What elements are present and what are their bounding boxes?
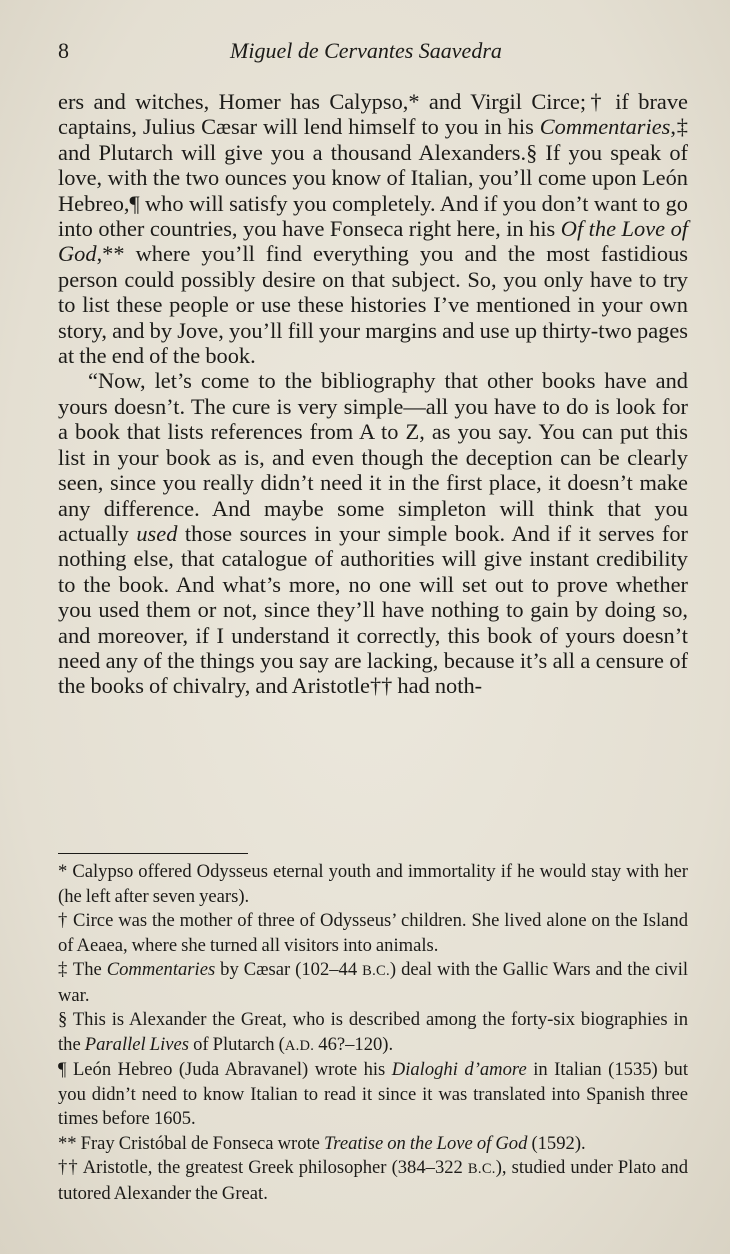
page-header bbox=[58, 38, 658, 68]
footnote-text: León Hebreo (Juda Abravanel) wrote his bbox=[66, 1059, 392, 1080]
footnote-mark: † bbox=[58, 910, 69, 931]
footnote-mark: †† bbox=[58, 1157, 79, 1178]
footnote-text: Calypso offered Odysseus eternal youth and immortality if he would stay with her (he left after seven years). bbox=[58, 861, 688, 907]
page-number: 8 bbox=[58, 38, 69, 63]
paragraph-1-italic-2: Of the Love of God bbox=[58, 216, 688, 267]
paragraph-2-text-1: “Now, let’s come to the bibliography that other books have and yours doesn’t. The cure is very simple—all you have to do is look for a book that lists references from A to Z, as you say. You can put this list in your book as is, and even though the deception can be clearly seen, since you really didn’t need it in the first place, it doesn’t make any difference. And maybe some simpleton will think that you actually bbox=[58, 368, 688, 546]
footnote-fonseca bbox=[58, 1132, 688, 1157]
footnote-mark: ** bbox=[58, 1132, 77, 1154]
footnote-era: B.C. bbox=[467, 1161, 496, 1177]
footnote-rule bbox=[58, 853, 248, 854]
footnote-text: in Italian (1535) but you didn’t need to know Italian to read it since it was translated into Spanish three times before 1605. bbox=[58, 1059, 689, 1129]
footnote-text: by Cæsar (102–44 bbox=[215, 959, 363, 980]
footnote-text: of Plutarch ( bbox=[189, 1033, 285, 1055]
footnote-text: Aristotle, the greatest Greek philosopher (384–322 bbox=[78, 1157, 468, 1178]
footnote-text: Circe was the mother of three of Odysseus’ children. She lived alone on the Island of Aeaea, where she turned all visitors into animals. bbox=[58, 910, 689, 956]
footnote-text: ) deal with the Gallic Wars and the civil war. bbox=[58, 959, 689, 1006]
paragraph-2 bbox=[58, 368, 688, 698]
footnote-text: Fray Cristóbal de Fonseca wrote bbox=[76, 1132, 324, 1154]
footnote-mark: ‡ bbox=[58, 959, 69, 980]
paragraph-2-italic-1: used bbox=[136, 520, 178, 546]
paragraph-1 bbox=[58, 89, 688, 368]
paragraph-1-italic-1: Commentaries bbox=[539, 114, 671, 140]
footnote-mark: * bbox=[58, 861, 68, 882]
footnote-era: B.C. bbox=[362, 963, 390, 979]
paragraph-2-text-2: those sources in your simple book. And if it serves for nothing else, that catalogue of authorities will give instant credibility to the book. And what’s more, no one will set out to prove whether you used them or not, since they’ll have nothing to gain by doing so, and moreover, if I understand it correctly, this book of yours doesn’t need any of the things you say are lacking, because it’s all a censure of the books of chivalry, and Aristotle†† had noth- bbox=[58, 520, 688, 699]
footnote-text: (1592). bbox=[527, 1132, 586, 1154]
footnote-calypso bbox=[58, 860, 688, 909]
footnote-text: The bbox=[68, 959, 107, 980]
footnote-era: A.D. bbox=[284, 1037, 315, 1054]
paragraph-1-text-1: ers and witches, Homer has Calypso,* and Virgil Circe;† if brave captains, Julius Cæsar will lend himself to you in his bbox=[58, 89, 688, 140]
footnote-circe bbox=[58, 909, 688, 958]
footnote-italic: Dialoghi d’amore bbox=[391, 1059, 527, 1080]
running-head: Miguel de Cervantes Saavedra bbox=[230, 38, 502, 63]
footnote-leon-hebreo bbox=[58, 1058, 688, 1132]
footnote-italic: Parallel Lives bbox=[84, 1033, 190, 1055]
footnote-text: 46?–120). bbox=[314, 1033, 394, 1055]
footnote-mark: ¶ bbox=[58, 1059, 67, 1080]
footnotes bbox=[58, 860, 688, 1206]
footnote-alexander bbox=[58, 1008, 688, 1058]
paragraph-1-text-3: ,** where you’ll find everything you and the most fastidious person could possibly desire on that subject. So, you only have to try to list these people or use these histories I’ve mentioned in your own story, and by Jove, you’ll fill your margins and use up thirty-two pages at the end of the book. bbox=[58, 241, 688, 369]
footnote-commentaries bbox=[58, 958, 688, 1008]
footnote-italic: Treatise on the Love of God bbox=[323, 1132, 528, 1154]
footnote-aristotle bbox=[58, 1156, 688, 1206]
footnote-italic: Commentaries bbox=[106, 959, 216, 980]
footnote-mark: § bbox=[58, 1009, 68, 1030]
footnote-text: ), studied under Plato and tutored Alexander the Great. bbox=[58, 1157, 688, 1204]
main-text bbox=[58, 89, 688, 699]
footnote-text: This is Alexander the Great, who is described among the forty-six biographies in the bbox=[58, 1009, 688, 1055]
paragraph-1-text-2: ,‡ and Plutarch will give you a thousand Alexanders.§ If you speak of love, with the two ounces you know of Italian, you’ll come upon León Hebreo,¶ who will satisfy you completely. And if you don’t want to go into other countries, you have Fonseca right here, in his bbox=[58, 114, 689, 242]
